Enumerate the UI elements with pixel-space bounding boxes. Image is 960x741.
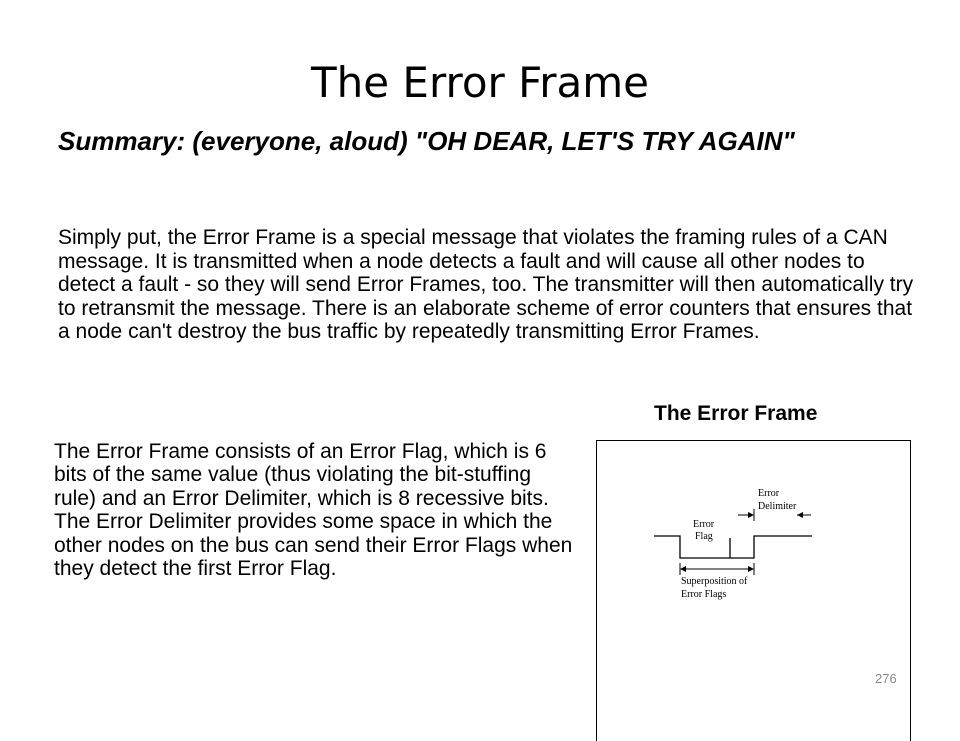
summary-text: Summary: (everyone, aloud) "OH DEAR, LET'S TRY AGAIN"	[58, 126, 795, 156]
delimiter-arrowhead-left	[748, 512, 754, 518]
superposition-arrowhead-left	[680, 566, 686, 572]
error-frame-figure	[596, 440, 911, 741]
superposition-arrowhead-right	[748, 566, 754, 572]
slide-number: 276	[875, 671, 897, 686]
superposition-label-2: Error Flags	[681, 589, 727, 600]
intro-paragraph: Simply put, the Error Frame is a special message that violates the framing rules of a CAN message. It is transmitted when a node detects a fault and will cause all other nodes to detect a fault - so they will send Error Frames, too. The transmitter will then automatically try to retransmit the message. There is an elaborate scheme of error counters that ensures that a node can't destroy the bus traffic by repeatedly transmitting Error Frames.	[58, 226, 914, 343]
error-flag-label-1: Error	[693, 519, 715, 530]
slide-title: The Error Frame	[310, 58, 650, 107]
detail-paragraph: The Error Frame consists of an Error Flag, which is 6 bits of the same value (thus violating the bit-stuffing rule) and an Error Delimiter, which is 8 recessive bits. The Error Delimiter provides some space in which the other nodes on the bus can send their Error Flags when they detect the first Error Flag.	[54, 440, 573, 581]
error-frame-diagram	[597, 441, 910, 741]
error-delimiter-label-2: Delimiter	[758, 501, 797, 512]
figure-caption: The Error Frame	[654, 402, 818, 425]
delimiter-arrowhead-right	[797, 512, 803, 518]
error-delimiter-label-1: Error	[758, 488, 780, 499]
signal-waveform	[654, 536, 812, 558]
superposition-label-1: Superposition of	[681, 576, 748, 587]
error-flag-label-2: Flag	[695, 531, 713, 542]
